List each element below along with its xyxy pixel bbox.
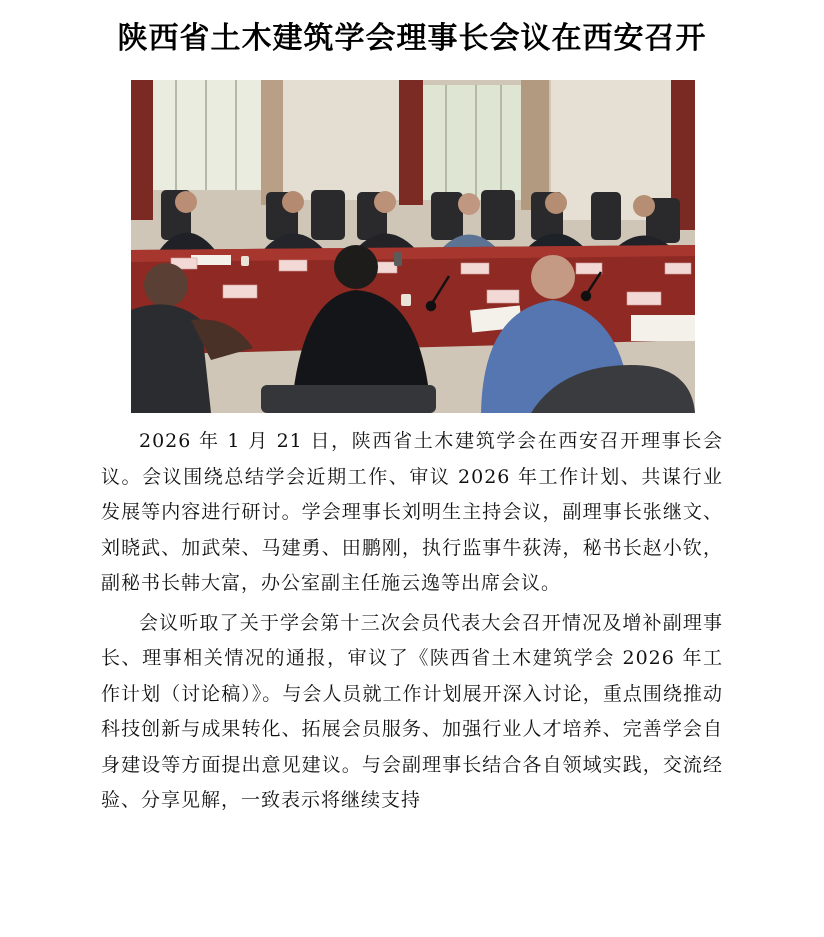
paragraph-2: 会议听取了关于学会第十三次会员代表大会召开情况及增补副理事长、理事相关情况的通报，审议了《陕西省土木建筑学会 2026 年工作计划（讨论稿）》。与会人员就工作计划展开深入讨论，重点围绕推动科技创新与成果转化、拓展会员服务、加强行业人才培养、完善学会自身建设等方面提出意见建议。与会副理事长结合各自领域实践，交流经验、分享见解，一致表示将继续支持 bbox=[101, 611, 723, 811]
paragraph-1: 2026 年 1 月 21 日，陕西省土木建筑学会在西安召开理事长会议。会议围绕总结学会近期工作、审议 2026 年工作计划、共谋行业发展等内容进行研讨。学会理事长刘明生主持会议，副理事长张继文、刘晓武、加武荣、马建勇、田鹏刚，执行监事牛荻涛，秘书长赵小钦，副秘书长韩大富，办公室副主任施云逸等出席会议。 bbox=[101, 430, 723, 594]
meeting-photo bbox=[131, 80, 695, 413]
article-body bbox=[101, 424, 723, 823]
article-title: 陕西省土木建筑学会理事长会议在西安召开 bbox=[117, 21, 707, 56]
